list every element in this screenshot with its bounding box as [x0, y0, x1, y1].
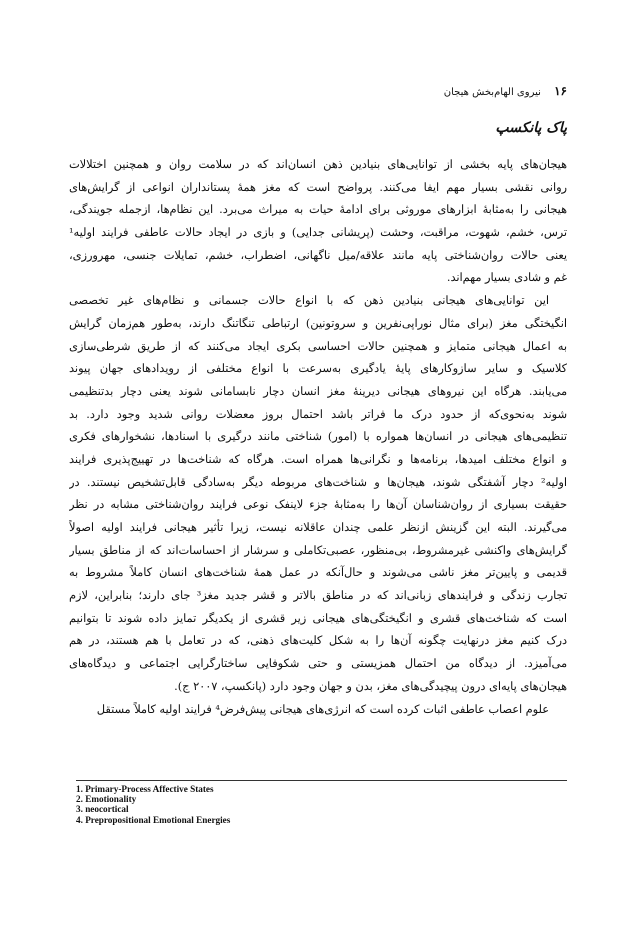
footnote-rule — [76, 780, 567, 781]
text-line: اولیه² دچار آشفتگی شوند، هیجان‌ها و شناخت‌های مربوطه دیگر به‌سادگی قابل‌تشخیص نیستند. در — [69, 475, 567, 489]
footnote-1: 1. Primary-Process Affective States — [76, 784, 214, 794]
text-line: هیجانی را به‌مثابهٔ ابزارهای موروثی برای ادامهٔ حیات به میراث می‌برد. این نظام‌ها، ازجمله جویندگی، — [69, 203, 567, 217]
text-line: تجارب زندگی و فرایندهای زبانی‌اند که در مناطق بالاتر و قشر جدید مغز³ جای دارند؛ بنابراین، لازم — [69, 589, 567, 603]
paragraph — [69, 699, 567, 722]
body-text — [69, 154, 567, 721]
text-line: روانی نقشی بسیار مهم ایفا می‌کنند. پرواضح است که مغز همهٔ پستانداران انواعی از گرایش‌های — [69, 180, 567, 194]
text-line: تنظیمی‌های هیجانی در انسان‌ها همواره با (امور) شناختی مانند درگیری با اسنادها، نشخوارهای فکری — [69, 430, 567, 444]
text-line: است که شناخت‌های قشری و انگیختگی‌های هیجانی زیر قشری از یکدیگر تمایز داده شوند تا بتوانیم — [69, 611, 567, 625]
section-title: پاک پانکسپ — [495, 120, 567, 136]
running-header — [445, 83, 567, 99]
page-number: ۱۶ — [554, 84, 567, 98]
text-line: درک کنیم مغز درنهایت چگونه آن‌ها را به شکل کلیت‌های ذهنی، که در تعامل با هم هستند، در هم — [69, 634, 567, 648]
text-line: هیجان‌های پایه بخشی از توانایی‌های بنیادین ذهن انسان‌اند که در سلامت روان و همچنین اختلالات — [69, 158, 567, 171]
text-line: غم و شادی بسیار مهم‌اند. — [446, 271, 567, 285]
text-line: به اعمال هیجانی متمایز و همچنین حالات احساسی بکری ایجاد می‌کنند که از طریق شرطی‌سازی — [69, 339, 567, 353]
text-line: قدیمی و پایین‌تر مغز ناشی می‌شوند و حال‌آنکه در عمل همهٔ شناخت‌های انسان کاملاً مشروط به — [69, 566, 567, 580]
footnote-2: 2. Emotionality — [76, 794, 137, 805]
text-line: و انواع مختلف امیدها، برنامه‌ها و نگرانی‌ها همراه است. هرگاه که شناخت‌ها در تهییج‌پذیری فرایند — [69, 452, 567, 466]
footnote-4: 4. Prepropositional Emotional Energies — [76, 814, 231, 825]
footnote-list — [76, 784, 567, 825]
text-line: گرایش‌های واکنشی غیرمشروط، بی‌منظور، عصبی‌تکاملی و سرشار از احساسات‌اند که از مناطق بسیار — [69, 543, 567, 557]
text-line: این توانایی‌های هیجانی بنیادین ذهن که با انواع حالات جسمانی و نظام‌های غیر تخصصی — [69, 294, 549, 308]
text-line: حقیقت بسیاری از روان‌شناسان آن‌ها را به‌مثابهٔ جزء لاینفک نوعی فرایند روان‌شناختی مشابه در نظر — [69, 498, 567, 512]
paragraph — [69, 290, 567, 698]
text-line: انگیختگی مغز (برای مثال نوراپی‌نفرین و سروتونین) ارتباطی تنگاتنگ دارند، به‌طور هم‌زمان گرایش — [69, 316, 567, 330]
text-line: کلاسیک و سایر سازوکارهای پایهٔ یادگیری به‌سرعت با انواع مختلفی از رویدادهای جهان پیوند — [69, 362, 567, 376]
text-line: هیجان‌های پایه‌ای درون پیچیدگی‌های مغز، بدن و جهان وجود دارد (پانکسپ، ۲۰۰۷ ج). — [174, 679, 567, 693]
footnote-3: 3. neocortical — [76, 804, 129, 815]
text-line: شوند به‌نحوی‌که از حدود درک ما فراتر باشد احتمال بروز معضلات روانی شدید وجود دارد. بد — [69, 407, 567, 421]
text-line: می‌آمیزد. از دیدگاه من احتمال همزیستی و حتی شکوفایی ساختارگرایی اجتماعی و دیدگاه‌های — [69, 657, 567, 671]
text-line: می‌گیرند. البته این گزینش ازنظر علمی چندان عاقلانه نیست، زیرا تأثیر هیجانی فرایند اولیه اصولاً — [69, 521, 567, 534]
footnotes — [76, 780, 567, 825]
text-line: یعنی حالات روان‌شناختی پایه مانند علاقه‌/میل ناگهانی، اضطراب، خشم، تمایلات جنسی، مهرورزی، — [69, 248, 567, 262]
text-line: ترس، خشم، شهوت، مراقبت، وحشت (پریشانی جدایی) و بازی در ایجاد حالات عاطفی فرایند اولیه¹ — [69, 226, 567, 240]
text-line: علوم اعصاب عاطفی اثبات کرده است که انرژی‌های هیجانی پیش‌فرض⁴ فرایند اولیه کاملاً مستقل — [96, 702, 549, 716]
running-title: نیروی الهام‌بخش هیجان — [443, 87, 541, 98]
text-line: می‌یابند. هرگاه این نیروهای هیجانی دیرینهٔ مغز انسان دچار نابسامانی شوند یعنی دچار بدتنظیمی — [69, 384, 567, 398]
paragraph — [69, 154, 567, 290]
